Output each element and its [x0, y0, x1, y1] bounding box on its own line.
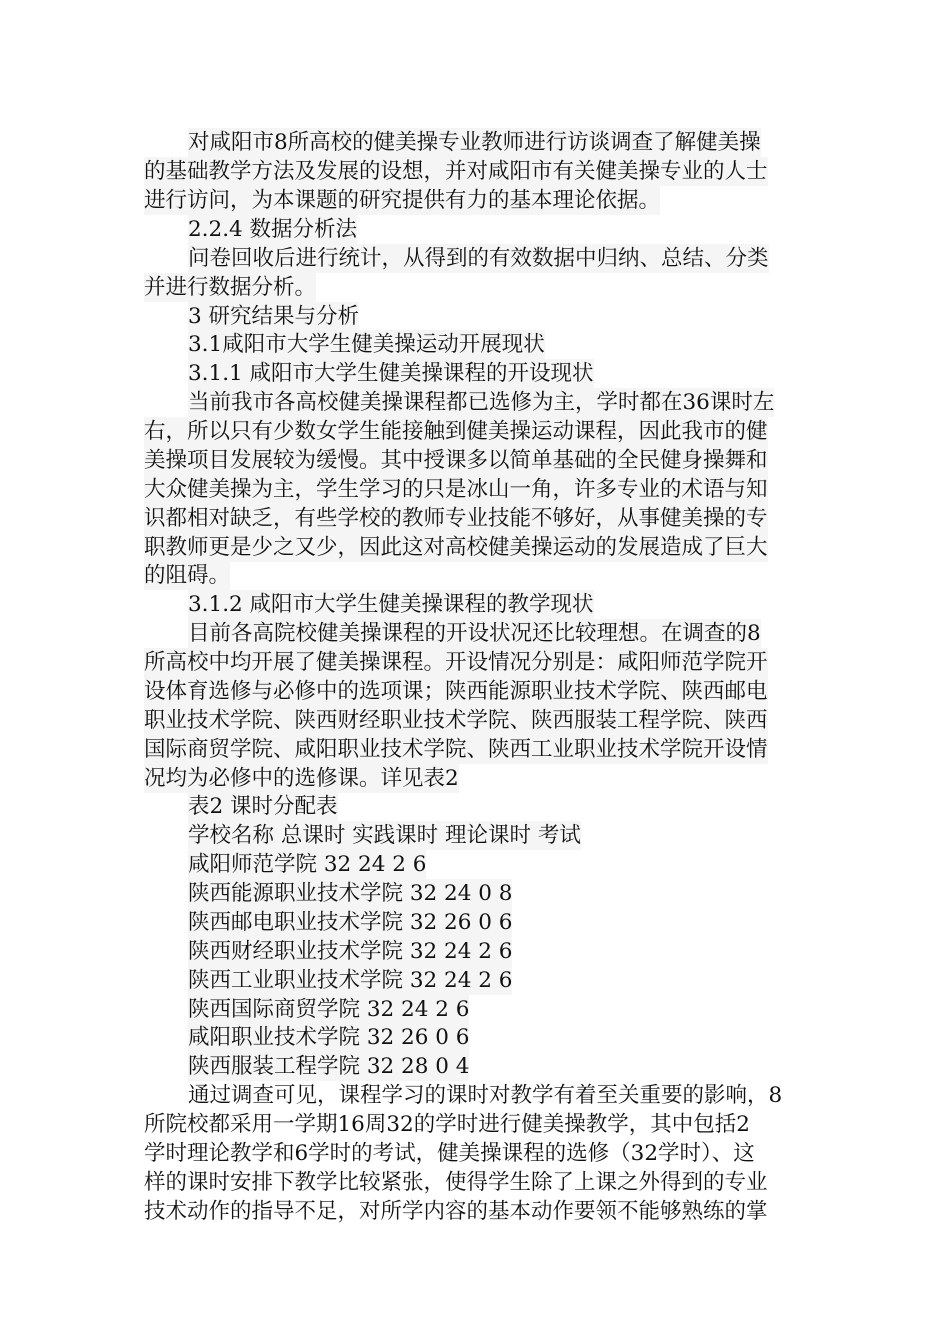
table-row: 陕西财经职业技术学院 32 24 2 6	[188, 939, 513, 964]
table-row: 陕西邮电职业技术学院 32 26 0 6	[188, 910, 513, 935]
paragraph-line: 美操项目发展较为缓慢。其中授课多以简单基础的全民健身操舞和	[144, 448, 768, 473]
table-row: 陕西工业职业技术学院 32 24 2 6	[188, 968, 513, 993]
table-caption: 表2 课时分配表	[188, 794, 338, 819]
table-row: 咸阳师范学院 32 24 2 6	[188, 852, 427, 877]
paragraph-line: 的阻碍。	[144, 563, 231, 588]
table-header-row: 学校名称 总课时 实践课时 理论课时 考试	[188, 823, 581, 848]
paragraph-line: 学时理论教学和6学时的考试，健美操课程的选修（32学时）、这	[144, 1141, 755, 1166]
section-heading: 3.1.1 咸阳市大学生健美操课程的开设现状	[188, 361, 594, 386]
table-row: 咸阳职业技术学院 32 26 0 6	[188, 1025, 470, 1050]
paragraph-line: 技术动作的指导不足，对所学内容的基本动作要领不能够熟练的掌	[144, 1199, 768, 1224]
paragraph-line: 国际商贸学院、咸阳职业技术学院、陕西工业职业技术学院开设情	[144, 737, 768, 762]
paragraph-line: 况均为必修中的选修课。详见表2	[144, 766, 459, 791]
paragraph-line: 通过调查可见，课程学习的课时对教学有着至关重要的影响，8	[188, 1083, 783, 1108]
section-heading: 3.1咸阳市大学生健美操运动开展现状	[188, 332, 545, 357]
paragraph-line: 目前各高院校健美操课程的开设状况还比较理想。在调查的8	[188, 621, 761, 646]
paragraph-line: 的基础教学方法及发展的设想，并对咸阳市有关健美操专业的人士	[144, 159, 768, 184]
table-row: 陕西服装工程学院 32 28 0 4	[188, 1054, 470, 1079]
section-heading: 2.2.4 数据分析法	[188, 217, 358, 242]
table-row: 陕西国际商贸学院 32 24 2 6	[188, 997, 470, 1022]
paragraph-line: 并进行数据分析。	[144, 275, 317, 300]
paragraph-line: 对咸阳市8所高校的健美操专业教师进行访谈调查了解健美操	[188, 130, 761, 155]
paragraph-line: 职教师更是少之又少，因此这对高校健美操运动的发展造成了巨大	[144, 535, 768, 560]
section-heading: 3.1.2 咸阳市大学生健美操课程的教学现状	[188, 592, 594, 617]
paragraph-line: 识都相对缺乏，有些学校的教师专业技能不够好，从事健美操的专	[144, 506, 768, 531]
paragraph-line: 所高校中均开展了健美操课程。开设情况分别是：咸阳师范学院开	[144, 650, 768, 675]
paragraph-line: 当前我市各高校健美操课程都已选修为主，学时都在36课时左	[188, 390, 775, 415]
paragraph-line: 问卷回收后进行统计，从得到的有效数据中归纳、总结、分类	[188, 246, 769, 271]
paragraph-line: 大众健美操为主，学生学习的只是冰山一角，许多专业的术语与知	[144, 477, 768, 502]
paragraph-line: 职业技术学院、陕西财经职业技术学院、陕西服装工程学院、陕西	[144, 708, 768, 733]
paragraph-line: 右，所以只有少数女学生能接触到健美操运动课程，因此我市的健	[144, 419, 768, 444]
paragraph-line: 进行访问，为本课题的研究提供有力的基本理论依据。	[144, 188, 661, 213]
paragraph-line: 样的课时安排下教学比较紧张，使得学生除了上课之外得到的专业	[144, 1170, 768, 1195]
table-row: 陕西能源职业技术学院 32 24 0 8	[188, 881, 513, 906]
paragraph-line: 所院校都采用一学期16周32的学时进行健美操教学，其中包括2	[144, 1112, 750, 1137]
section-heading: 3 研究结果与分析	[188, 304, 360, 329]
paragraph-line: 设体育选修与必修中的选项课；陕西能源职业技术学院、陕西邮电	[144, 679, 768, 704]
